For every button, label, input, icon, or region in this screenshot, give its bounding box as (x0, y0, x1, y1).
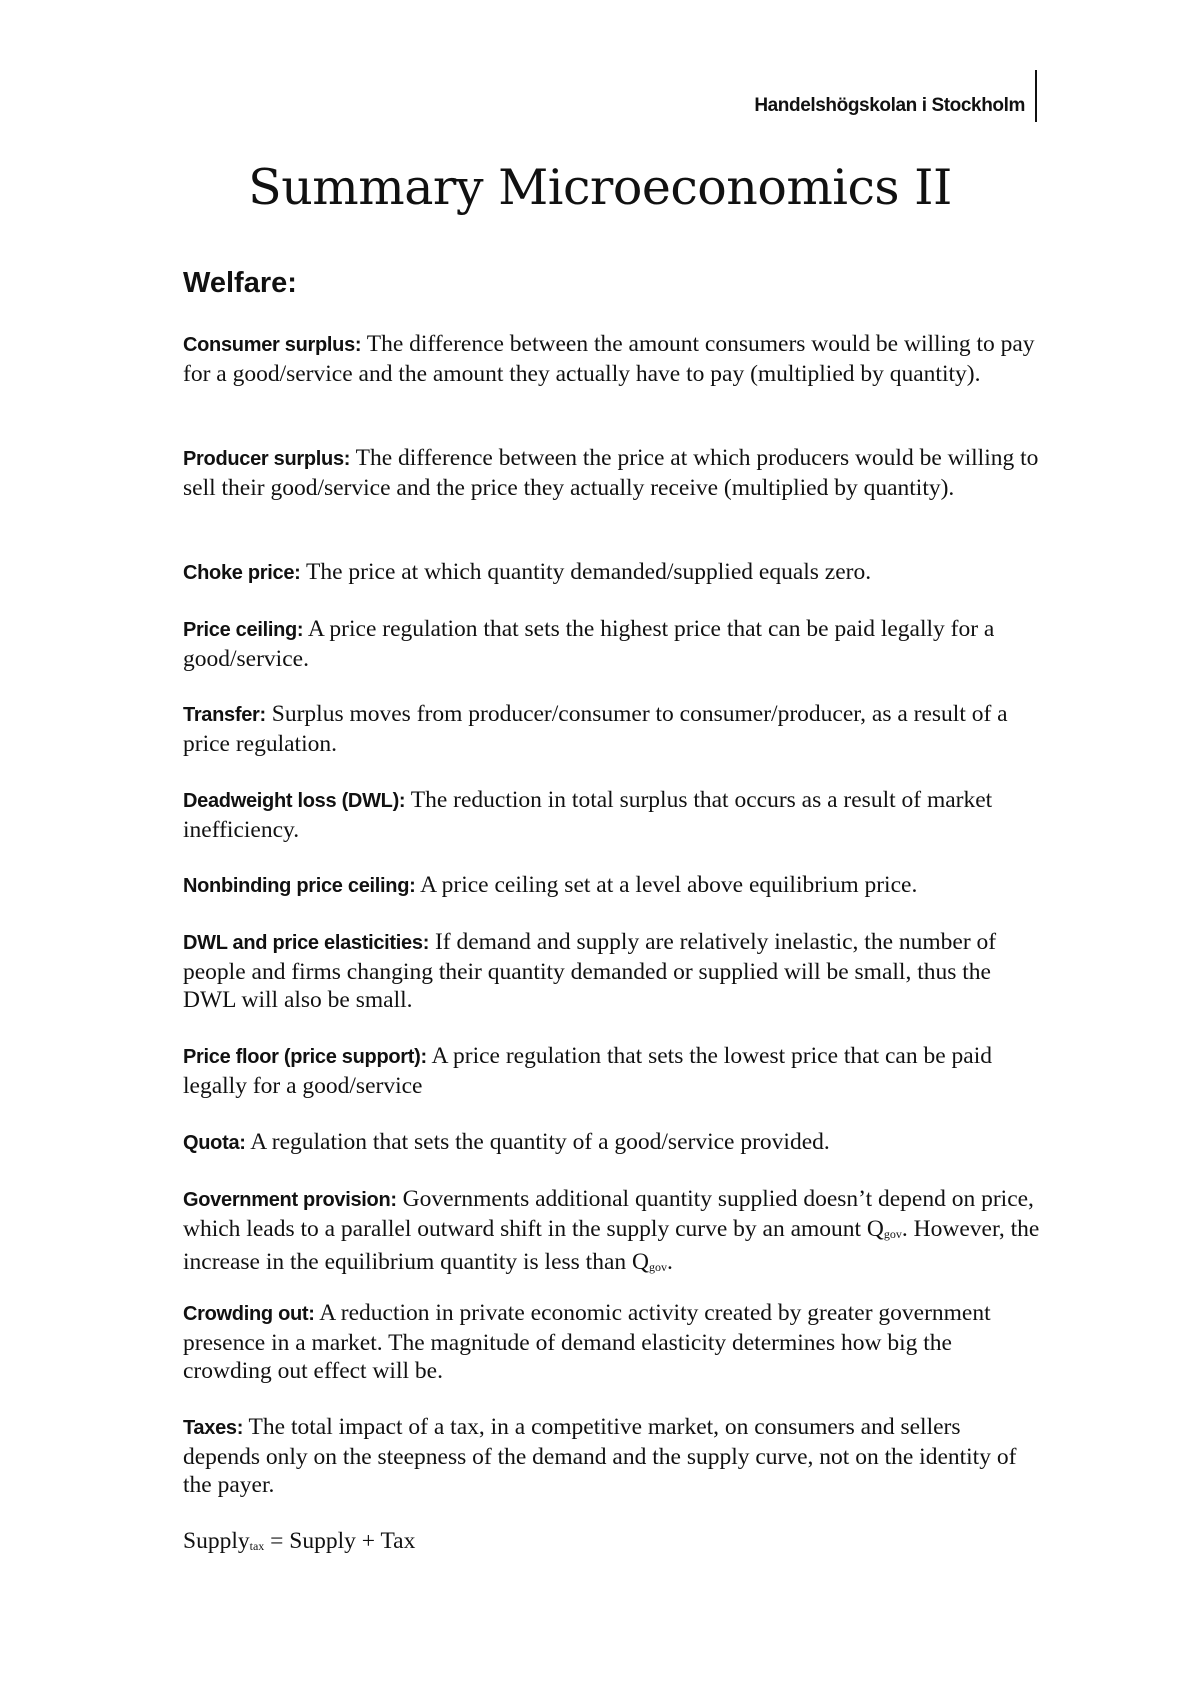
header-vertical-rule (1035, 70, 1037, 122)
definition-text: A reduction in private economic activity created by greater government presence in a market. The magnitude of demand elasticity determines how big the crowding out effect will be. (183, 1300, 991, 1384)
definition-text: A price regulation that sets the highest price that can be paid legally for a good/service. (183, 616, 995, 672)
formula-subscript-tax: tax (249, 1539, 265, 1553)
term-label: Crowding out: (183, 1303, 315, 1325)
definition-text: The difference between the price at which producers would be willing to sell their good/service and the price they actually receive (multiplied by quantity). (183, 445, 1039, 501)
formula-lhs: Supply (183, 1528, 250, 1554)
term-label: Taxes: (183, 1417, 244, 1439)
definition-transfer (183, 700, 1043, 758)
definition-quota (183, 1128, 1043, 1158)
definition-text-end: . (666, 1249, 673, 1275)
definition-text: A regulation that sets the quantity of a good/service provided. (245, 1129, 830, 1155)
page-title: Summary Microeconomics II (248, 159, 952, 216)
definition-text: A price ceiling set at a level above equilibrium price. (415, 872, 918, 898)
subscript-gov: gov (648, 1260, 667, 1274)
term-label: Transfer: (183, 704, 266, 726)
definition-text: Surplus moves from producer/consumer to consumer/producer, as a result of a price regulation. (183, 701, 1008, 757)
term-label: Quota: (183, 1132, 246, 1154)
tax-formula (183, 1527, 1043, 1561)
definition-producer-surplus (183, 444, 1043, 502)
definition-text: The reduction in total surplus that occurs as a result of market inefficiency. (183, 787, 993, 843)
definition-text: The difference between the amount consumers would be willing to pay for a good/service and the amount they actually have to pay (multiplied by quantity). (183, 331, 1035, 387)
definition-crowding-out (183, 1299, 1043, 1386)
definition-taxes (183, 1413, 1043, 1500)
term-label: Choke price: (183, 562, 301, 584)
definition-choke-price (183, 558, 1043, 588)
term-label: Consumer surplus: (183, 334, 362, 356)
term-label: Government provision: (183, 1189, 397, 1211)
definition-dwl-elasticities (183, 928, 1043, 1015)
definition-text: A price regulation that sets the lowest price that can be paid legally for a good/service (183, 1043, 992, 1099)
definition-text-continued: . However, the increase in the equilibrium quantity is less than Q (183, 1215, 1040, 1275)
definition-deadweight-loss (183, 786, 1043, 844)
term-label: Producer surplus: (183, 448, 351, 470)
definition-price-ceiling (183, 615, 1043, 673)
definition-text: The price at which quantity demanded/supplied equals zero. (300, 559, 872, 585)
definition-price-floor (183, 1042, 1043, 1100)
term-label: Nonbinding price ceiling: (183, 875, 416, 897)
definition-text: Governments additional quantity supplied doesn’t depend on price, which leads to a parallel outward shift in the supply curve by an amount Q (183, 1186, 1034, 1242)
header-school-name: Handelshögskolan i Stockholm (754, 95, 1025, 116)
subscript-gov: gov (883, 1226, 902, 1241)
formula-rhs: = Supply + Tax (264, 1528, 416, 1554)
term-label: Price floor (price support): (183, 1046, 427, 1068)
term-label: Deadweight loss (DWL): (183, 790, 406, 812)
term-label: Price ceiling: (183, 619, 304, 641)
definition-text: The total impact of a tax, in a competitive market, on consumers and sellers depends only on the steepness of the demand and the supply curve, not on the identity of the payer. (183, 1414, 1017, 1498)
definition-consumer-surplus (183, 330, 1043, 388)
definition-nonbinding-price-ceiling (183, 871, 1043, 901)
term-label: DWL and price elasticities: (183, 932, 430, 954)
definition-text: If demand and supply are relatively inelastic, the number of people and firms changing their quantity demanded or supplied will be small, thus the DWL will also be small. (183, 929, 997, 1013)
section-heading-welfare: Welfare: (183, 267, 297, 299)
definition-government-provision (183, 1185, 1043, 1282)
